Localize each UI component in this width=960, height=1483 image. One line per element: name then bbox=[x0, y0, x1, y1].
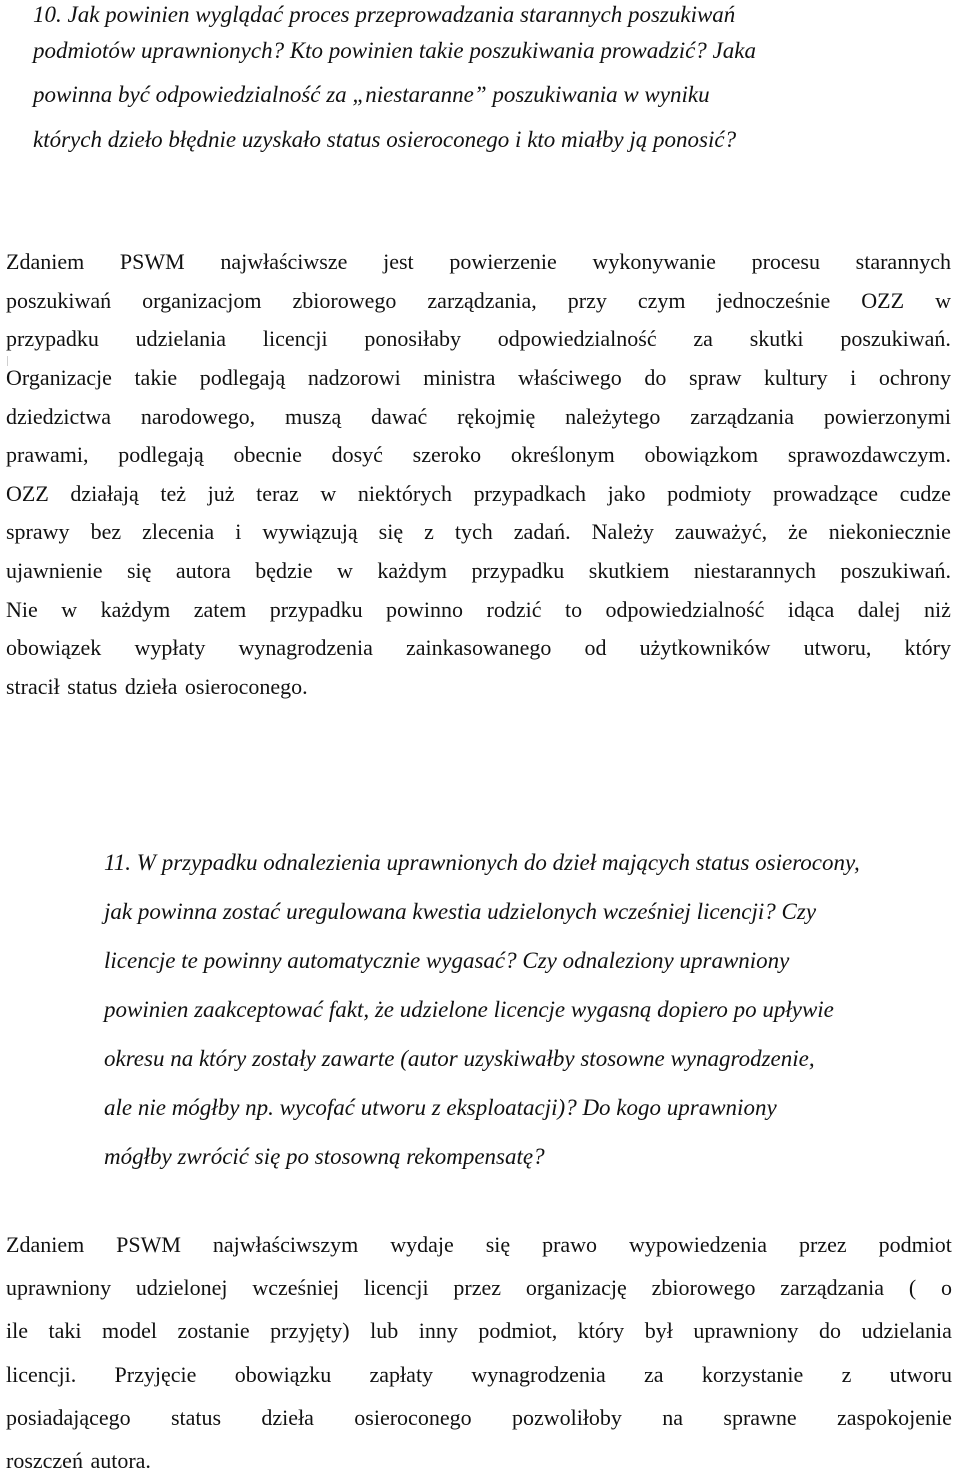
question-11-line: jak powinna zostać uregulowana kwestia udzielonych wcześniej licencji? Czy bbox=[104, 899, 817, 924]
question-10-line: których dzieło błędnie uzyskało status osieroconego i kto miałby ją ponosić? bbox=[33, 126, 737, 152]
question-11-line: okresu na który zostały zawarte (autor uzyskiwałby stosowne wynagrodzenie, bbox=[104, 1046, 815, 1071]
answer-10-line: Nie w każdym zatem przypadku powinno rodzić to odpowiedzialność idąca dalej niż bbox=[6, 596, 951, 622]
answer-11 bbox=[6, 1223, 952, 1483]
answer-10-line: ujawnienie się autora będzie w każdym przypadku skutkiem niestarannych poszukiwań. bbox=[6, 558, 951, 584]
answer-10-line: poszukiwań organizacjom zbiorowego zarządzania, przy czym jednocześnie OZZ w bbox=[6, 287, 951, 313]
question-10 bbox=[33, 0, 756, 162]
answer-10-line: przypadku udzielania licencji ponosiłaby odpowiedzialność za skutki poszukiwań. bbox=[6, 326, 951, 352]
question-11-line: 11. W przypadku odnalezienia uprawnionych do dzieł mających status osierocony, bbox=[104, 850, 860, 875]
answer-11-line: licencji. Przyjęcie obowiązku zapłaty wynagrodzenia za korzystanie z utworu bbox=[6, 1361, 952, 1387]
question-10-line: powinna być odpowiedzialność za „niestaranne” poszukiwania w wyniku bbox=[33, 82, 710, 108]
answer-10-line: stracił status dzieła osieroconego. bbox=[6, 673, 308, 699]
answer-11-line: uprawniony udzielonej wcześniej licencji przez organizację zbiorowego zarządzania ( o bbox=[6, 1274, 952, 1300]
answer-11-line: ile taki model zostanie przyjęty) lub inny podmiot, który był uprawniony do udzielania bbox=[6, 1318, 952, 1344]
answer-11-line: roszczeń autora. bbox=[6, 1448, 151, 1474]
answer-10 bbox=[6, 243, 951, 706]
answer-10-line: Zdaniem PSWM najwłaściwsze jest powierzenie wykonywanie procesu starannych bbox=[6, 249, 951, 275]
question-11-line: mógłby zwrócić się po stosowną rekompensatę? bbox=[104, 1144, 545, 1169]
answer-10-line: Organizacje takie podlegają nadzorowi ministra właściwego do spraw kultury i ochrony bbox=[6, 365, 951, 391]
answer-10-line: prawami, podlegają obecnie dosyć szeroko określonym obowiązkom sprawozdawczym. bbox=[6, 442, 951, 468]
answer-10-line: dziedzictwa narodowego, muszą dawać rękojmię należytego zarządzania powierzonymi bbox=[6, 403, 951, 429]
answer-11-line: posiadającego status dzieła osieroconego pozwoliłoby na sprawne zaspokojenie bbox=[6, 1404, 952, 1430]
answer-11-line: Zdaniem PSWM najwłaściwszym wydaje się prawo wypowiedzenia przez podmiot bbox=[6, 1231, 952, 1257]
question-11-line: ale nie mógłby np. wycofać utworu z eksploatacji)? Do kogo uprawniony bbox=[104, 1095, 777, 1120]
question-11-line: powinien zaakceptować fakt, że udzielone licencje wygasną dopiero po upływie bbox=[104, 997, 834, 1022]
answer-10-line: obowiązek wypłaty wynagrodzenia zainkasowanego od użytkowników utworu, który bbox=[6, 635, 951, 661]
question-11 bbox=[104, 838, 860, 1181]
question-11-line: licencje te powinny automatycznie wygasać? Czy odnaleziony uprawniony bbox=[104, 948, 790, 973]
answer-10-line: sprawy bez zlecenia i wywiązują się z tych zadań. Należy zauważyć, że niekoniecznie bbox=[6, 519, 951, 545]
question-10-line: 10. Jak powinien wyglądać proces przeprowadzania starannych poszukiwań bbox=[33, 1, 736, 27]
question-10-line: podmiotów uprawnionych? Kto powinien takie poszukiwania prowadzić? Jaka bbox=[33, 37, 756, 63]
answer-10-line: OZZ działają też już teraz w niektórych przypadkach jako podmioty prowadzące cudze bbox=[6, 480, 951, 506]
